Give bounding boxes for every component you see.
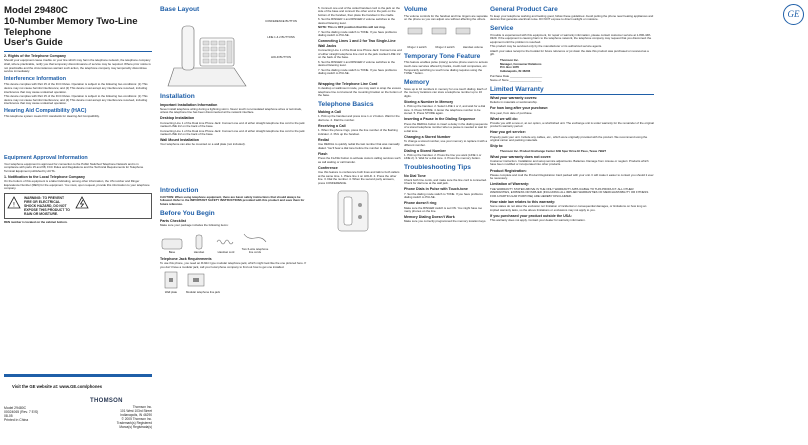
addr-line: Manager, Consumer Relations — [500, 61, 542, 66]
two-jacks-ringer: 6. Set the RINGER 1 and RINGER 2 volume switches to the desired listening level. — [318, 59, 395, 68]
covered-heading: What your warranty covers: — [490, 96, 538, 100]
before-you-begin-heading: Before You Begin — [160, 209, 215, 217]
modular-jack-icon — [185, 271, 207, 289]
memory-heading: Memory — [404, 78, 430, 86]
installation-heading: Installation — [160, 93, 195, 100]
two-jacks-test: 7. Set the dialing mode switch to TONE. If you have problems dialing switch to PULSE. — [318, 67, 397, 76]
part-handset-label: Handset — [193, 250, 205, 255]
introduction-heading: Introduction — [160, 187, 199, 195]
wall-mount-figure — [318, 189, 402, 235]
limitation-heading: Limitation of Warranty: — [490, 182, 530, 187]
flash-heading: Flash — [318, 151, 328, 156]
conference-button-label: CONFERENCE BUTTON — [265, 19, 297, 23]
no-ring-text: Make sure the RINGER switch is set ON. You might have too many phones on the line. — [404, 205, 483, 214]
notification-heading: 1. Notification to the Local Telephone Company — [4, 174, 85, 179]
back-model: Model 29480C — [4, 406, 27, 410]
outside-usa-text: This warranty does not apply. Contact your dealer for warranty information. — [490, 218, 586, 223]
caution-text: CAUTION: When using telephone equipment, there are basic safety instructions that should always be followed. Refer to the IMPORTANT SAFETY INSTRUCTIONS provided with this product and save them for future reference. — [160, 194, 305, 207]
general-care-text: To keep your telephone working and looking good, follow these guidelines: Avoid putting the phone near heating appliances and devices that generate electrical noise. DO NOT expose to direct sunlight or moisture. — [490, 13, 654, 22]
store-name-field[interactable]: Name of Store ____________________ — [490, 77, 542, 82]
thomson-logo: THOMSON — [90, 398, 123, 404]
ge-logo: GE — [783, 4, 804, 25]
volume-labels — [404, 46, 488, 50]
service-heading: Service — [490, 24, 514, 32]
outside-usa-heading: If you purchased your product outside the USA: — [490, 213, 572, 218]
general-care-heading: General Product Care — [490, 6, 558, 13]
addr-line: Trademark(s) Registered — [116, 420, 152, 425]
important-text: Never install telephone wiring during a lightning storm. Never touch non-insulated telephone wires or terminals, unless the telephone line has been disconnected at the network interface. — [160, 106, 302, 115]
addr-line: Indianapolis, IN 46206 — [500, 68, 531, 73]
modular-jack — [185, 271, 221, 294]
how-long-text: One year, from date of purchase. — [490, 110, 533, 115]
ringer-1-label: Ringer 1 switch — [407, 44, 427, 49]
no-dial-tone-heading: No Dial Tone — [404, 173, 426, 178]
part-handset-cord — [214, 234, 238, 255]
volume-switches — [404, 24, 488, 44]
product-title: 10-Number Memory Two-Line Telephone — [4, 15, 138, 38]
base-layout-heading: Base Layout — [160, 6, 200, 13]
changing-text: To change a stored number, use your memory to replace it with a different number. — [404, 139, 488, 147]
desktop-heading: Desktop Installation — [160, 116, 195, 121]
dialing-text: 1. Pick up the handset. 2. Press the line you want (LINE 1 or LINE 2). 3. Wait for a dial tone. 4. Press the memory button. — [404, 152, 482, 161]
store-name-label: Name of Store — [490, 77, 509, 82]
handset-volume-label: Handset volume — [462, 44, 484, 49]
memory-dial-heading: Memory Dialing Doesn't Work — [404, 215, 455, 220]
part-handset-cord-label: Handset cord — [217, 250, 235, 255]
guide-title: User's Guide — [4, 37, 63, 49]
receiving-text: 1. When the phone rings, press the line number of the flashing indicator. 2. Pick up the handset. — [318, 128, 398, 136]
service-text-2: This product may be serviced only by the manufacturer or its authorized service agents. — [490, 44, 602, 49]
addr-line: Indianapolis, IN 46290 — [120, 412, 152, 417]
changing-heading: Changing a Stored Number — [404, 134, 451, 139]
service-address — [500, 59, 654, 73]
line-buttons-label: LINE 1 & 2 BUTTONS — [267, 35, 295, 39]
addr-line: P.O. Box 1976 — [500, 65, 519, 70]
attach-text: Attach your sales receipt to the booklet for future reference or jot down the date this product was purchased or received as a gift. — [490, 48, 649, 57]
no-dial-tone-text: Check both line cords, and make sure the line cord is connected. Check for dial tone at the wall jack. — [404, 177, 487, 186]
thomson-address — [112, 406, 152, 429]
hac-text: This telephone system meets FCC standards for Hearing Aid Compatibility. — [4, 114, 100, 119]
dial-mode-heading: Phone Dials in Pulse with Touch-tone — [404, 187, 468, 192]
what-we-do-text: Provide you with a new or, at our option, a refurbished unit. The exchange unit is under warranty for the remainder of the original product's warranty period. — [490, 120, 654, 129]
temp-tone-heading: Temporary Tone Feature — [404, 52, 481, 60]
memory-dial-text: Make sure you correctly programmed the memory location keys. — [404, 219, 487, 224]
wall-mount-illustration — [318, 189, 388, 233]
part-base-label: Base — [168, 250, 176, 255]
handset-icon — [187, 234, 211, 250]
step-6: 6. Set the RINGER 1 and RINGER 2 volume switches to the desired listening level. — [318, 17, 395, 25]
rights-heading: 2. Rights of the Telephone Company — [4, 54, 67, 59]
wall-plate-label: Wall plate — [164, 289, 178, 294]
footer-bar — [4, 374, 152, 377]
conference-text: Use this feature to conference both lines and talk to both callers at the same time. 1. Place line 1 on HOLD. 2. Press the other line. 3. Dial the number. 4. When the second party answers, press CONFERENCE. — [318, 170, 400, 185]
not-covered-heading: What your warranty does not cover: — [490, 154, 552, 159]
addr-line: Thomson Inc. — [132, 405, 152, 409]
service-text: If trouble is experienced with this equipment, for repair or warranty information, please contact customer service at 1-800-448-0329. If the equipment is causing harm to the telephone network, the telephone company may request that you disconnect the equipment until the problem is resolved. — [490, 32, 652, 44]
part-line-cords-label: Two 6-wire telephone line cords — [241, 246, 269, 255]
hac-heading: Hearing Aid Compatibility (HAC) — [4, 107, 87, 114]
back-version: 00024065 (Rev. 7 E/S) — [4, 410, 39, 414]
troubleshooting-heading: Troubleshooting Tips — [404, 164, 471, 172]
addr-line: Marca(s) Registrada(s) — [119, 424, 152, 429]
product-reg-text: Please complete and mail the Product Registration Card packed with your unit. It will make it easier to contact you should it ever be necessary. — [490, 172, 654, 181]
step-7: 7. Set the dialing mode switch to TONE. If you have problems dialing switch to PULSE. — [318, 29, 397, 38]
telephone-base-illustration — [164, 16, 264, 90]
notification-text: On the bottom of this equipment is a label indicating, among other information, the US number and Ringer Equivalence Number (REN) for the equipment. You must, upon request, provide this information to your telephone company. — [4, 178, 150, 191]
desktop-text: Connecting Line 1 of the Dual Line Phone Jack: Connect one end of either straight telephone line cord to the jack marked LINE 1/2 on the back of the base. — [160, 120, 305, 129]
pause-text: Press the REDIAL button to insert a delay in the dialing sequence of a stored telephone number when a pause is needed to wait for a dial tone. — [404, 121, 488, 133]
covered-text: Defects in materials or workmanship. — [490, 100, 538, 105]
column-3 — [318, 6, 402, 440]
interference-text-2: This device complies with Part 15 of the FCC Rules. Operation is subject to the following two conditions: (1) This device may not cause harmful interference; and (2) This device must accept any interference received, including interference that may cause undesired operation. — [4, 93, 148, 106]
redial-heading: Redial — [318, 138, 329, 143]
addr-line: © 2005 Thomson Inc. — [121, 416, 152, 421]
svg-text:!: ! — [12, 201, 16, 209]
coiled-cord-icon — [214, 234, 238, 250]
equipment-text: Your telephone equipment is approved for connection to the Public Switched Telephone Network and is in compliance with parts 15 and 68, FCC Rules and Regulations and the Technical Requirements for Telephone Terminal Equipment published by ACTA. — [4, 161, 144, 173]
column-4 — [404, 6, 488, 440]
hold-button-label: HOLD BUTTON — [271, 55, 291, 59]
line-cord-icon — [241, 230, 269, 246]
ringer-2-label: Ringer 2 switch — [435, 44, 455, 49]
ship-address: Thomson Inc. Product Exchange Center 32B Spur Drive El Paso, Texas 79927 — [500, 148, 607, 153]
base-layout-figure — [160, 14, 308, 90]
important-heading: Important Installation Information — [160, 102, 218, 107]
dialing-heading: Dialing a Stored Number — [404, 148, 446, 153]
wall-plate — [160, 271, 182, 294]
wall-plate-icon — [160, 271, 182, 289]
basics-heading: Telephone Basics — [318, 100, 374, 108]
limitation-text: THE WARRANTY STATED ABOVE IS THE ONLY WARRANTY APPLICABLE TO THIS PRODUCT. ALL OTHER WARRANTIES, EXPRESS OR IMPLIED (INCLUDING ALL IMPLIED WARRANTIES OF MERCHANTABILITY OR FITNESS FOR A PARTICULAR PURPOSE) ARE HEREBY DISCLAIMED. — [490, 186, 649, 198]
state-law-text: Some states do not allow the exclusion nor limitation of incidental or consequential damages, or limitations on how long an implied warranty lasts, so the above limitations or exclusions may not apply to you. — [490, 204, 647, 212]
ren-note: REN number is located on the cabinet bottom. — [4, 220, 68, 225]
jack-requirements-heading: Telephone Jack Requirements — [160, 256, 212, 261]
volume-switch-illustration — [404, 24, 474, 44]
equipment-heading: Equipment Approval Information — [4, 154, 88, 161]
desktop-text-2: Connecting Line 1 of the Dual Line Phone Jack: Connect one end of either straight telephone line cord to the jack marked LINE 1/2 on the back of the base. — [160, 128, 305, 137]
model-title: Model 29480C — [4, 6, 68, 16]
back-printed: Printed in China — [4, 418, 29, 422]
purchase-date-label: Purchase Date — [490, 74, 510, 79]
product-reg-heading: Product Registration: — [490, 168, 527, 173]
part-line-cords — [241, 230, 269, 255]
interference-heading: Interference Information — [4, 75, 67, 82]
receiving-heading: Receiving a Call — [318, 124, 346, 129]
making-text: 1. Pick up the handset and press Line 1 or 2 button. Wait for the dial tone. 2. Dial the number. — [318, 114, 400, 123]
divider — [4, 51, 152, 52]
making-heading: Making a Call — [318, 110, 341, 115]
jack-text: To use this phone, you need an RJ11C type modular telephone jack, which might look like the one pictured here. If you don't have a modular jack, call your local phone company to find out how to get one installed. — [160, 260, 307, 269]
parts-illustrations — [160, 230, 308, 255]
base-icon — [160, 234, 184, 250]
state-law-heading: How state law relates to this warranty: — [490, 199, 556, 204]
addr-line: Thomson Inc. — [500, 57, 519, 62]
dial-mode-text: 7. Set the dialing mode switch to TONE. If you have problems dialing switch to PULSE. — [404, 191, 483, 200]
shock-hazard-icon — [75, 196, 89, 209]
redial-text: Use REDIAL to quickly redial the last number that was manually dialed. You'll hear a dial tone before the number is dialed. — [318, 142, 400, 150]
conference-heading: Conference — [318, 165, 338, 170]
memory-text: Store up to 10 numbers in memory for one touch dialing. Each of the memory locations can store a telephone number up to 16 digits. — [404, 86, 487, 98]
back-info — [4, 406, 38, 422]
wrap-heading: Wrapping the Telephone Line Cord — [318, 81, 378, 86]
website-link[interactable]: Visit the GE website at: www.GE.com/phones — [12, 384, 103, 389]
rights-text: Should your equipment cause trouble on your line which may harm the telephone network, the telephone company shall, where practicable, notify you that temporary discontinuance of service may be required. Where prior notice is not practicable and the circumstances warrant such action, the telephone company may temporarily discontinue service immediately. — [4, 58, 151, 74]
parts-text: Make sure your package includes the following items: — [160, 223, 229, 228]
warning-box — [4, 193, 152, 219]
modular-jack-label: Modular telephone line jack — [185, 289, 221, 294]
wall-mount-heading: Wall Mount Installation — [160, 138, 199, 143]
warning-triangle-icon — [7, 196, 21, 209]
jack-illustrations — [160, 271, 308, 294]
two-jacks-text: Connecting Line 1 of the Dual Line Phone Jack: Connect one end of either straight telephone line cord to the jack marked LINE 1/2 on the back of the base. — [318, 48, 402, 60]
wall-mount-text: Your telephone can also be mounted on a wall plate (not included). — [160, 142, 246, 147]
warranty-heading: Limited Warranty — [490, 86, 654, 95]
how-service-heading: How you get service: — [490, 130, 526, 135]
pause-heading: Inserting a Pause in the Dialing Sequence — [404, 117, 476, 122]
no-ring-heading: Phone doesn't ring — [404, 201, 437, 206]
flash-text: Press the FLASH button to activate custom calling services such as call waiting or call transfer. — [318, 156, 401, 164]
two-jacks-heading: Connecting Lines 1 and 2 for Two Single-Line Wall Jacks — [318, 39, 396, 48]
part-base — [160, 234, 184, 255]
purchase-date-field[interactable]: Purchase Date ____________________ — [490, 74, 543, 79]
volume-text: The volume controls for the handset and line ringers are separate on the phone so you can adjust one without affecting the others. — [404, 13, 488, 22]
interference-text: This device complies with Part 15 of the FCC Rules. Operation is subject to the following two conditions: (1) This device may not cause harmful interference; and (2) This device must accept any interference received, including interference that may cause undesired operation. — [4, 82, 148, 94]
what-we-do-heading: What we will do: — [490, 116, 518, 121]
volume-heading: Volume — [404, 6, 428, 13]
parts-checklist-heading: Parts Checklist — [160, 219, 186, 224]
wrap-text: In desktop or wallmount mode, you may want to wrap the excess telephone line cord around the mounting bracket on the bottom of the base. — [318, 86, 402, 98]
back-date: 08-05 — [4, 414, 13, 418]
how-service-text: Properly pack your unit. Include any cables, etc., which were originally provided with the product. We recommend using the original carton and packing materials. — [490, 134, 648, 143]
part-handset — [187, 234, 211, 255]
note: NOTE: This is OFF position that this will not ring. — [318, 25, 386, 30]
ship-heading: Ship to: — [490, 144, 504, 149]
step-5: 5. Connect one end of the coiled handset cord to the jack on the side of the base and connect the other end to the jack on the bottom of the handset, then place the handset in the cradle. — [318, 6, 400, 17]
column-2 — [160, 6, 308, 440]
storing-text: 1. Pick up the handset. 2. Select LINE 1 or 2, and wait for a dial tone. 3. Press STORE. 4. Enter the telephone number to be stored. 5. Press STORE again. — [404, 104, 486, 116]
temp-tone-text: This feature enables pulse (rotary) service phone users to access touch-tone services offered by banks, credit card companies, etc. Temporarily switching to touch tone dialing requires using the TONE * button. — [404, 60, 488, 76]
warning-text: WARNING: TO PREVENT FIRE OR ELECTRICAL SHOCK HAZARD, DO NOT EXPOSE THIS PRODUCT TO RAIN OR MOISTURE. — [24, 195, 70, 217]
how-long-heading: For how long after your purchase: — [490, 106, 549, 111]
column-5 — [490, 6, 654, 440]
addr-line: 101 West 103rd Street — [120, 408, 152, 413]
storing-heading: Storing a Number in Memory — [404, 99, 454, 104]
not-covered-text: Customer instruction. Installation and setup service adjustments. Batteries. Damage from misuse or neglect. Products which have been modified or incorporated into other products. — [490, 158, 649, 167]
